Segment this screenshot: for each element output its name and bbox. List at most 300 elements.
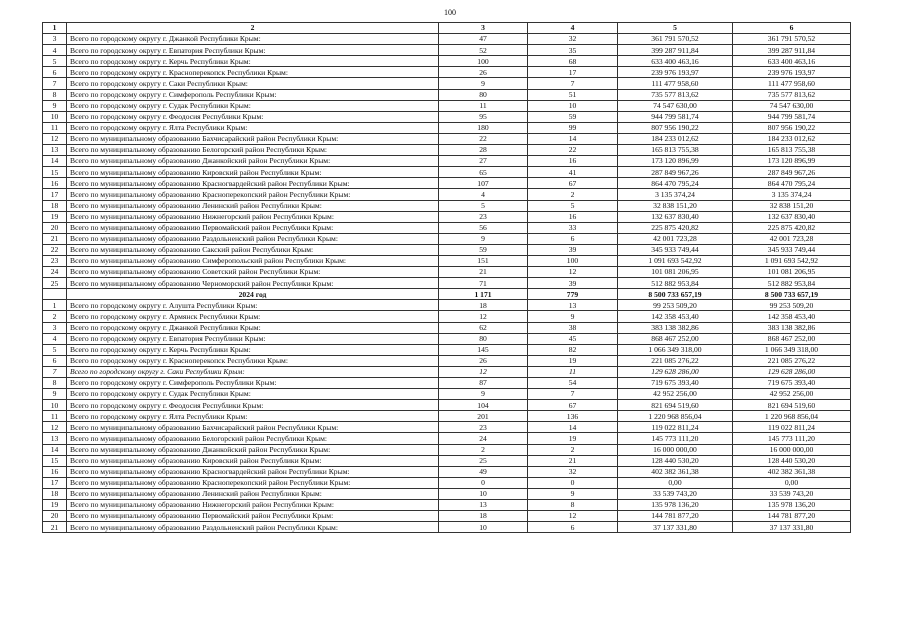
table-row <box>43 300 851 311</box>
row-number-cell: 4 <box>43 333 67 344</box>
col6-amount-cell: 221 085 276,22 <box>733 355 851 366</box>
table-row <box>43 322 851 333</box>
col6-amount-cell: 944 799 581,74 <box>733 111 851 122</box>
municipality-name-cell: Всего по муниципальному образованию Нижнегорский район Республики Крым: <box>67 500 439 511</box>
row-number-cell: 7 <box>43 78 67 89</box>
col4-value-cell: 6 <box>528 233 618 244</box>
col6-amount-cell: 3 135 374,24 <box>733 189 851 200</box>
municipality-name-cell: Всего по городскому округу г. Армянск Республики Крым: <box>67 311 439 322</box>
col3-value-cell: 11 <box>439 100 528 111</box>
col3-value-cell: 104 <box>439 400 528 411</box>
row-number-cell: 1 <box>43 300 67 311</box>
row-number-cell: 16 <box>43 466 67 477</box>
row-number-cell: 7 <box>43 366 67 377</box>
col3-value-cell: 80 <box>439 333 528 344</box>
col5-amount-cell: 3 135 374,24 <box>618 189 733 200</box>
col5-amount-cell: 1 220 968 856,04 <box>618 411 733 422</box>
col5-amount-cell: 144 781 877,20 <box>618 511 733 522</box>
col5-amount-cell: 225 875 420,82 <box>618 222 733 233</box>
row-number-cell: 13 <box>43 145 67 156</box>
col6-amount-cell: 719 675 393,40 <box>733 378 851 389</box>
table-row <box>43 455 851 466</box>
col3-value-cell: 9 <box>439 389 528 400</box>
col6-amount-cell: 135 978 136,20 <box>733 500 851 511</box>
row-number-cell: 25 <box>43 278 67 289</box>
col6-amount-cell: 128 440 530,20 <box>733 455 851 466</box>
col6-amount-cell: 868 467 252,00 <box>733 333 851 344</box>
table-row <box>43 200 851 211</box>
municipality-name-cell: Всего по городскому округу г. Саки Республики Крым: <box>67 78 439 89</box>
col4-value-cell: 8 <box>528 500 618 511</box>
col6-amount-cell: 129 628 286,00 <box>733 366 851 377</box>
municipality-name-cell: Всего по городскому округу г. Судак Республики Крым: <box>67 389 439 400</box>
row-number-cell: 6 <box>43 67 67 78</box>
col6-amount-cell: 142 358 453,40 <box>733 311 851 322</box>
row-number-cell: 4 <box>43 45 67 56</box>
col4-value-cell: 13 <box>528 300 618 311</box>
col4-value-cell: 22 <box>528 145 618 156</box>
col3-value-cell: 0 <box>439 477 528 488</box>
col5-amount-cell: 101 081 206,95 <box>618 267 733 278</box>
header-cell: 2 <box>67 23 439 34</box>
municipality-name-cell: Всего по муниципальному образованию Белогорский район Республики Крым: <box>67 433 439 444</box>
row-number-cell: 24 <box>43 267 67 278</box>
col4-value-cell: 19 <box>528 433 618 444</box>
municipality-name-cell: Всего по городскому округу г. Феодосия Республики Крым: <box>67 400 439 411</box>
col5-amount-cell: 0,00 <box>618 477 733 488</box>
municipality-name-cell: Всего по городскому округу г. Ялта Республики Крым: <box>67 122 439 133</box>
col3-value-cell: 26 <box>439 67 528 78</box>
col4-value-cell: 35 <box>528 45 618 56</box>
row-number-cell: 10 <box>43 111 67 122</box>
col3-value-cell: 87 <box>439 378 528 389</box>
row-number-cell: 20 <box>43 511 67 522</box>
municipality-name-cell: Всего по городскому округу г. Судак Республики Крым: <box>67 100 439 111</box>
col6-amount-cell: 145 773 111,20 <box>733 433 851 444</box>
col3-value-cell: 5 <box>439 200 528 211</box>
col6-amount-cell: 633 400 463,16 <box>733 56 851 67</box>
municipality-name-cell: Всего по муниципальному образованию Первомайский район Республики Крым: <box>67 511 439 522</box>
municipality-name-cell: Всего по муниципальному образованию Джанкойский район Республики Крым: <box>67 444 439 455</box>
col5-amount-cell: 399 287 911,84 <box>618 45 733 56</box>
municipality-name-cell: Всего по муниципальному образованию Ленинский район Республики Крым: <box>67 488 439 499</box>
col6-amount-cell: 74 547 630,00 <box>733 100 851 111</box>
row-number-cell: 20 <box>43 222 67 233</box>
col3-value-cell: 47 <box>439 34 528 45</box>
col4-value-cell: 16 <box>528 211 618 222</box>
table-row <box>43 444 851 455</box>
table-row <box>43 100 851 111</box>
row-number-cell: 3 <box>43 34 67 45</box>
col5-amount-cell: 142 358 453,40 <box>618 311 733 322</box>
municipality-name-cell: Всего по городскому округу г. Керчь Республики Крым: <box>67 344 439 355</box>
col6-amount-cell: 37 137 331,80 <box>733 522 851 533</box>
col5-amount-cell: 383 138 382,86 <box>618 322 733 333</box>
municipality-name-cell: Всего по городскому округу г. Симферополь Республики Крым: <box>67 89 439 100</box>
col5-amount-cell: 402 382 361,38 <box>618 466 733 477</box>
col6-amount-cell: 512 882 953,84 <box>733 278 851 289</box>
table-row <box>43 78 851 89</box>
municipality-name-cell: Всего по муниципальному образованию Симферопольский район Республики Крым: <box>67 255 439 266</box>
col3-value-cell: 4 <box>439 189 528 200</box>
col5-amount-cell: 111 477 958,60 <box>618 78 733 89</box>
col6-amount-cell: 99 253 509,20 <box>733 300 851 311</box>
municipality-name-cell: Всего по муниципальному образованию Сакский район Республики Крым: <box>67 244 439 255</box>
col3-value-cell: 9 <box>439 78 528 89</box>
row-number-cell: 11 <box>43 122 67 133</box>
col3-value-cell: 62 <box>439 322 528 333</box>
col6-amount-cell: 144 781 877,20 <box>733 511 851 522</box>
col6-amount-cell: 1 091 693 542,92 <box>733 255 851 266</box>
col3-value-cell: 107 <box>439 178 528 189</box>
col3-value-cell: 65 <box>439 167 528 178</box>
row-number-cell: 8 <box>43 89 67 100</box>
municipality-name-cell: Всего по муниципальному образованию Ленинский район Республики Крым: <box>67 200 439 211</box>
header-cell: 3 <box>439 23 528 34</box>
col5-amount-cell: 821 694 519,60 <box>618 400 733 411</box>
row-number-cell: 23 <box>43 255 67 266</box>
col5-amount-cell: 145 773 111,20 <box>618 433 733 444</box>
col3-value-cell: 59 <box>439 244 528 255</box>
table-row <box>43 400 851 411</box>
col6-amount-cell: 101 081 206,95 <box>733 267 851 278</box>
col3-value-cell: 80 <box>439 89 528 100</box>
row-number-cell: 15 <box>43 455 67 466</box>
col6-amount-cell: 173 120 896,99 <box>733 156 851 167</box>
col3-value-cell: 18 <box>439 300 528 311</box>
col6-amount-cell: 361 791 570,52 <box>733 34 851 45</box>
col5-amount-cell: 8 500 733 657,19 <box>618 289 733 300</box>
table-row <box>43 500 851 511</box>
row-number-cell: 5 <box>43 56 67 67</box>
col6-amount-cell: 0,00 <box>733 477 851 488</box>
table-row <box>43 233 851 244</box>
col6-amount-cell: 32 838 151,20 <box>733 200 851 211</box>
header-cell: 5 <box>618 23 733 34</box>
page-number: 100 <box>444 8 456 17</box>
col4-value-cell: 59 <box>528 111 618 122</box>
col5-amount-cell: 1 066 349 318,00 <box>618 344 733 355</box>
municipality-name-cell: Всего по муниципальному образованию Красноперекопский район Республики Крым: <box>67 189 439 200</box>
col4-value-cell: 7 <box>528 78 618 89</box>
col6-amount-cell: 225 875 420,82 <box>733 222 851 233</box>
col6-amount-cell: 383 138 382,86 <box>733 322 851 333</box>
table-row <box>43 167 851 178</box>
table-row <box>43 122 851 133</box>
col4-value-cell: 32 <box>528 466 618 477</box>
col6-amount-cell: 119 022 811,24 <box>733 422 851 433</box>
col4-value-cell: 12 <box>528 511 618 522</box>
municipality-name-cell: Всего по муниципальному образованию Кировский район Республики Крым: <box>67 455 439 466</box>
col6-amount-cell: 1 220 968 856,04 <box>733 411 851 422</box>
table-row <box>43 466 851 477</box>
table-row <box>43 488 851 499</box>
col6-amount-cell: 735 577 813,62 <box>733 89 851 100</box>
col6-amount-cell: 239 976 193,97 <box>733 67 851 78</box>
col4-value-cell: 2 <box>528 444 618 455</box>
table-body <box>43 23 851 533</box>
municipality-name-cell: Всего по муниципальному образованию Бахчисарайский район Республики Крым: <box>67 422 439 433</box>
col3-value-cell: 1 171 <box>439 289 528 300</box>
col3-value-cell: 27 <box>439 156 528 167</box>
col4-value-cell: 0 <box>528 477 618 488</box>
col3-value-cell: 180 <box>439 122 528 133</box>
col5-amount-cell: 864 470 795,24 <box>618 178 733 189</box>
col5-amount-cell: 42 952 256,00 <box>618 389 733 400</box>
row-number-cell: 22 <box>43 244 67 255</box>
municipality-name-cell: Всего по муниципальному образованию Раздольненский район Республики Крым: <box>67 522 439 533</box>
municipality-name-cell: Всего по городскому округу г. Джанкой Республики Крым: <box>67 34 439 45</box>
table-row <box>43 178 851 189</box>
row-number-cell: 15 <box>43 167 67 178</box>
col6-amount-cell: 16 000 000,00 <box>733 444 851 455</box>
municipality-name-cell: Всего по городскому округу г. Красноперекопск Республики Крым: <box>67 355 439 366</box>
col4-value-cell: 5 <box>528 200 618 211</box>
col5-amount-cell: 239 976 193,97 <box>618 67 733 78</box>
table-row <box>43 477 851 488</box>
col3-value-cell: 23 <box>439 422 528 433</box>
col3-value-cell: 12 <box>439 366 528 377</box>
col6-amount-cell: 864 470 795,24 <box>733 178 851 189</box>
year-total-row <box>43 289 851 300</box>
col4-value-cell: 68 <box>528 56 618 67</box>
row-number-cell: 6 <box>43 355 67 366</box>
municipality-name-cell: Всего по муниципальному образованию Белогорский район Республики Крым: <box>67 145 439 156</box>
col6-amount-cell: 42 001 723,28 <box>733 233 851 244</box>
col4-value-cell: 45 <box>528 333 618 344</box>
col4-value-cell: 100 <box>528 255 618 266</box>
table-row <box>43 389 851 400</box>
table-row <box>43 56 851 67</box>
col5-amount-cell: 361 791 570,52 <box>618 34 733 45</box>
col5-amount-cell: 37 137 331,80 <box>618 522 733 533</box>
col6-amount-cell: 345 933 749,44 <box>733 244 851 255</box>
municipality-name-cell: Всего по муниципальному образованию Бахчисарайский район Республики Крым: <box>67 133 439 144</box>
municipality-name-cell: Всего по городскому округу г. Саки Республики Крым: <box>67 366 439 377</box>
table-row <box>43 255 851 266</box>
table-row <box>43 133 851 144</box>
col5-amount-cell: 512 882 953,84 <box>618 278 733 289</box>
col5-amount-cell: 74 547 630,00 <box>618 100 733 111</box>
col3-value-cell: 12 <box>439 311 528 322</box>
row-number-cell: 3 <box>43 322 67 333</box>
municipality-name-cell: Всего по муниципальному образованию Черноморский район Республики Крым: <box>67 278 439 289</box>
table-row <box>43 34 851 45</box>
table-row <box>43 244 851 255</box>
col4-value-cell: 67 <box>528 400 618 411</box>
col3-value-cell: 10 <box>439 488 528 499</box>
col4-value-cell: 38 <box>528 322 618 333</box>
table-row <box>43 355 851 366</box>
col5-amount-cell: 944 799 581,74 <box>618 111 733 122</box>
col5-amount-cell: 633 400 463,16 <box>618 56 733 67</box>
col4-value-cell: 14 <box>528 133 618 144</box>
municipality-name-cell: Всего по муниципальному образованию Кировский район Республики Крым: <box>67 167 439 178</box>
col5-amount-cell: 868 467 252,00 <box>618 333 733 344</box>
col3-value-cell: 9 <box>439 233 528 244</box>
row-number-cell: 14 <box>43 444 67 455</box>
row-number-cell: 2 <box>43 311 67 322</box>
row-number-cell: 11 <box>43 411 67 422</box>
col5-amount-cell: 119 022 811,24 <box>618 422 733 433</box>
table-row <box>43 411 851 422</box>
table-row <box>43 378 851 389</box>
municipality-name-cell: Всего по муниципальному образованию Нижнегорский район Республики Крым: <box>67 211 439 222</box>
col4-value-cell: 67 <box>528 178 618 189</box>
col4-value-cell: 12 <box>528 267 618 278</box>
municipality-name-cell: Всего по муниципальному образованию Джанкойский район Республики Крым: <box>67 156 439 167</box>
col6-amount-cell: 184 233 012,62 <box>733 133 851 144</box>
col6-amount-cell: 33 539 743,20 <box>733 488 851 499</box>
row-number-cell: 12 <box>43 133 67 144</box>
col5-amount-cell: 128 440 530,20 <box>618 455 733 466</box>
col4-value-cell: 7 <box>528 389 618 400</box>
header-cell: 4 <box>528 23 618 34</box>
col4-value-cell: 10 <box>528 100 618 111</box>
municipality-name-cell: Всего по городскому округу г. Керчь Республики Крым: <box>67 56 439 67</box>
col3-value-cell: 28 <box>439 145 528 156</box>
row-number-cell: 12 <box>43 422 67 433</box>
row-number-cell: 21 <box>43 522 67 533</box>
col4-value-cell: 54 <box>528 378 618 389</box>
col6-amount-cell: 111 477 958,60 <box>733 78 851 89</box>
col4-value-cell: 21 <box>528 455 618 466</box>
col4-value-cell: 33 <box>528 222 618 233</box>
col4-value-cell: 19 <box>528 355 618 366</box>
col3-value-cell: 145 <box>439 344 528 355</box>
row-number-cell: 19 <box>43 500 67 511</box>
col3-value-cell: 10 <box>439 522 528 533</box>
col6-amount-cell: 821 694 519,60 <box>733 400 851 411</box>
table-row <box>43 189 851 200</box>
col5-amount-cell: 1 091 693 542,92 <box>618 255 733 266</box>
row-number-cell: 21 <box>43 233 67 244</box>
row-number-cell: 9 <box>43 100 67 111</box>
table-row <box>43 111 851 122</box>
col3-value-cell: 49 <box>439 466 528 477</box>
municipality-name-cell: Всего по городскому округу г. Феодосия Республики Крым: <box>67 111 439 122</box>
row-number-cell: 19 <box>43 211 67 222</box>
col5-amount-cell: 33 539 743,20 <box>618 488 733 499</box>
col6-amount-cell: 399 287 911,84 <box>733 45 851 56</box>
row-number-cell: 8 <box>43 378 67 389</box>
table-row <box>43 89 851 100</box>
col5-amount-cell: 42 001 723,28 <box>618 233 733 244</box>
row-number-cell: 14 <box>43 156 67 167</box>
col4-value-cell: 14 <box>528 422 618 433</box>
table-row <box>43 344 851 355</box>
col5-amount-cell: 221 085 276,22 <box>618 355 733 366</box>
row-number-cell: 13 <box>43 433 67 444</box>
municipality-name-cell: Всего по муниципальному образованию Красноперекопский район Республики Крым: <box>67 477 439 488</box>
col5-amount-cell: 287 849 967,26 <box>618 167 733 178</box>
data-table <box>42 22 851 533</box>
table-row <box>43 511 851 522</box>
municipality-name-cell: Всего по муниципальному образованию Раздольненский район Республики Крым: <box>67 233 439 244</box>
row-number-cell: 18 <box>43 200 67 211</box>
table-row <box>43 267 851 278</box>
col4-value-cell: 9 <box>528 488 618 499</box>
col5-amount-cell: 719 675 393,40 <box>618 378 733 389</box>
table-row <box>43 45 851 56</box>
table-row <box>43 211 851 222</box>
table-row <box>43 522 851 533</box>
municipality-name-cell: 2024 год <box>67 289 439 300</box>
municipality-name-cell: Всего по городскому округу г. Джанкой Республики Крым: <box>67 322 439 333</box>
col4-value-cell: 136 <box>528 411 618 422</box>
table-row <box>43 156 851 167</box>
header-cell: 6 <box>733 23 851 34</box>
col3-value-cell: 95 <box>439 111 528 122</box>
row-number-cell: 16 <box>43 178 67 189</box>
municipality-name-cell: Всего по городскому округу г. Евпатория Республики Крым: <box>67 45 439 56</box>
municipality-name-cell: Всего по муниципальному образованию Первомайский район Республики Крым: <box>67 222 439 233</box>
col5-amount-cell: 165 813 755,38 <box>618 145 733 156</box>
col4-value-cell: 2 <box>528 189 618 200</box>
col3-value-cell: 25 <box>439 455 528 466</box>
col3-value-cell: 18 <box>439 511 528 522</box>
col5-amount-cell: 173 120 896,99 <box>618 156 733 167</box>
row-number-cell: 17 <box>43 477 67 488</box>
col3-value-cell: 22 <box>439 133 528 144</box>
col4-value-cell: 39 <box>528 244 618 255</box>
table-row <box>43 433 851 444</box>
col5-amount-cell: 32 838 151,20 <box>618 200 733 211</box>
col4-value-cell: 779 <box>528 289 618 300</box>
col3-value-cell: 56 <box>439 222 528 233</box>
row-number-cell: 10 <box>43 400 67 411</box>
col3-value-cell: 13 <box>439 500 528 511</box>
municipality-name-cell: Всего по городскому округу г. Евпатория Республики Крым: <box>67 333 439 344</box>
col4-value-cell: 16 <box>528 156 618 167</box>
col6-amount-cell: 402 382 361,38 <box>733 466 851 477</box>
col6-amount-cell: 165 813 755,38 <box>733 145 851 156</box>
col4-value-cell: 17 <box>528 67 618 78</box>
table-row <box>43 422 851 433</box>
col6-amount-cell: 42 952 256,00 <box>733 389 851 400</box>
col5-amount-cell: 735 577 813,62 <box>618 89 733 100</box>
col5-amount-cell: 132 637 830,40 <box>618 211 733 222</box>
col5-amount-cell: 345 933 749,44 <box>618 244 733 255</box>
col3-value-cell: 52 <box>439 45 528 56</box>
table-row <box>43 366 851 377</box>
municipality-name-cell: Всего по муниципальному образованию Советский район Республики Крым: <box>67 267 439 278</box>
municipality-name-cell: Всего по городскому округу г. Красноперекопск Республики Крым: <box>67 67 439 78</box>
col6-amount-cell: 8 500 733 657,19 <box>733 289 851 300</box>
col3-value-cell: 100 <box>439 56 528 67</box>
table-row <box>43 145 851 156</box>
col3-value-cell: 26 <box>439 355 528 366</box>
col4-value-cell: 82 <box>528 344 618 355</box>
row-number-cell: 17 <box>43 189 67 200</box>
col5-amount-cell: 807 956 190,22 <box>618 122 733 133</box>
header-cell: 1 <box>43 23 67 34</box>
table-row <box>43 278 851 289</box>
col3-value-cell: 23 <box>439 211 528 222</box>
header-row <box>43 23 851 34</box>
municipality-name-cell: Всего по муниципальному образованию Красногвардейский район Республики Крым: <box>67 178 439 189</box>
col5-amount-cell: 16 000 000,00 <box>618 444 733 455</box>
col5-amount-cell: 129 628 286,00 <box>618 366 733 377</box>
col5-amount-cell: 99 253 509,20 <box>618 300 733 311</box>
col3-value-cell: 71 <box>439 278 528 289</box>
col3-value-cell: 24 <box>439 433 528 444</box>
table-row <box>43 333 851 344</box>
col4-value-cell: 41 <box>528 167 618 178</box>
col6-amount-cell: 1 066 349 318,00 <box>733 344 851 355</box>
row-number-cell: 18 <box>43 488 67 499</box>
municipality-name-cell: Всего по городскому округу г. Ялта Республики Крым: <box>67 411 439 422</box>
